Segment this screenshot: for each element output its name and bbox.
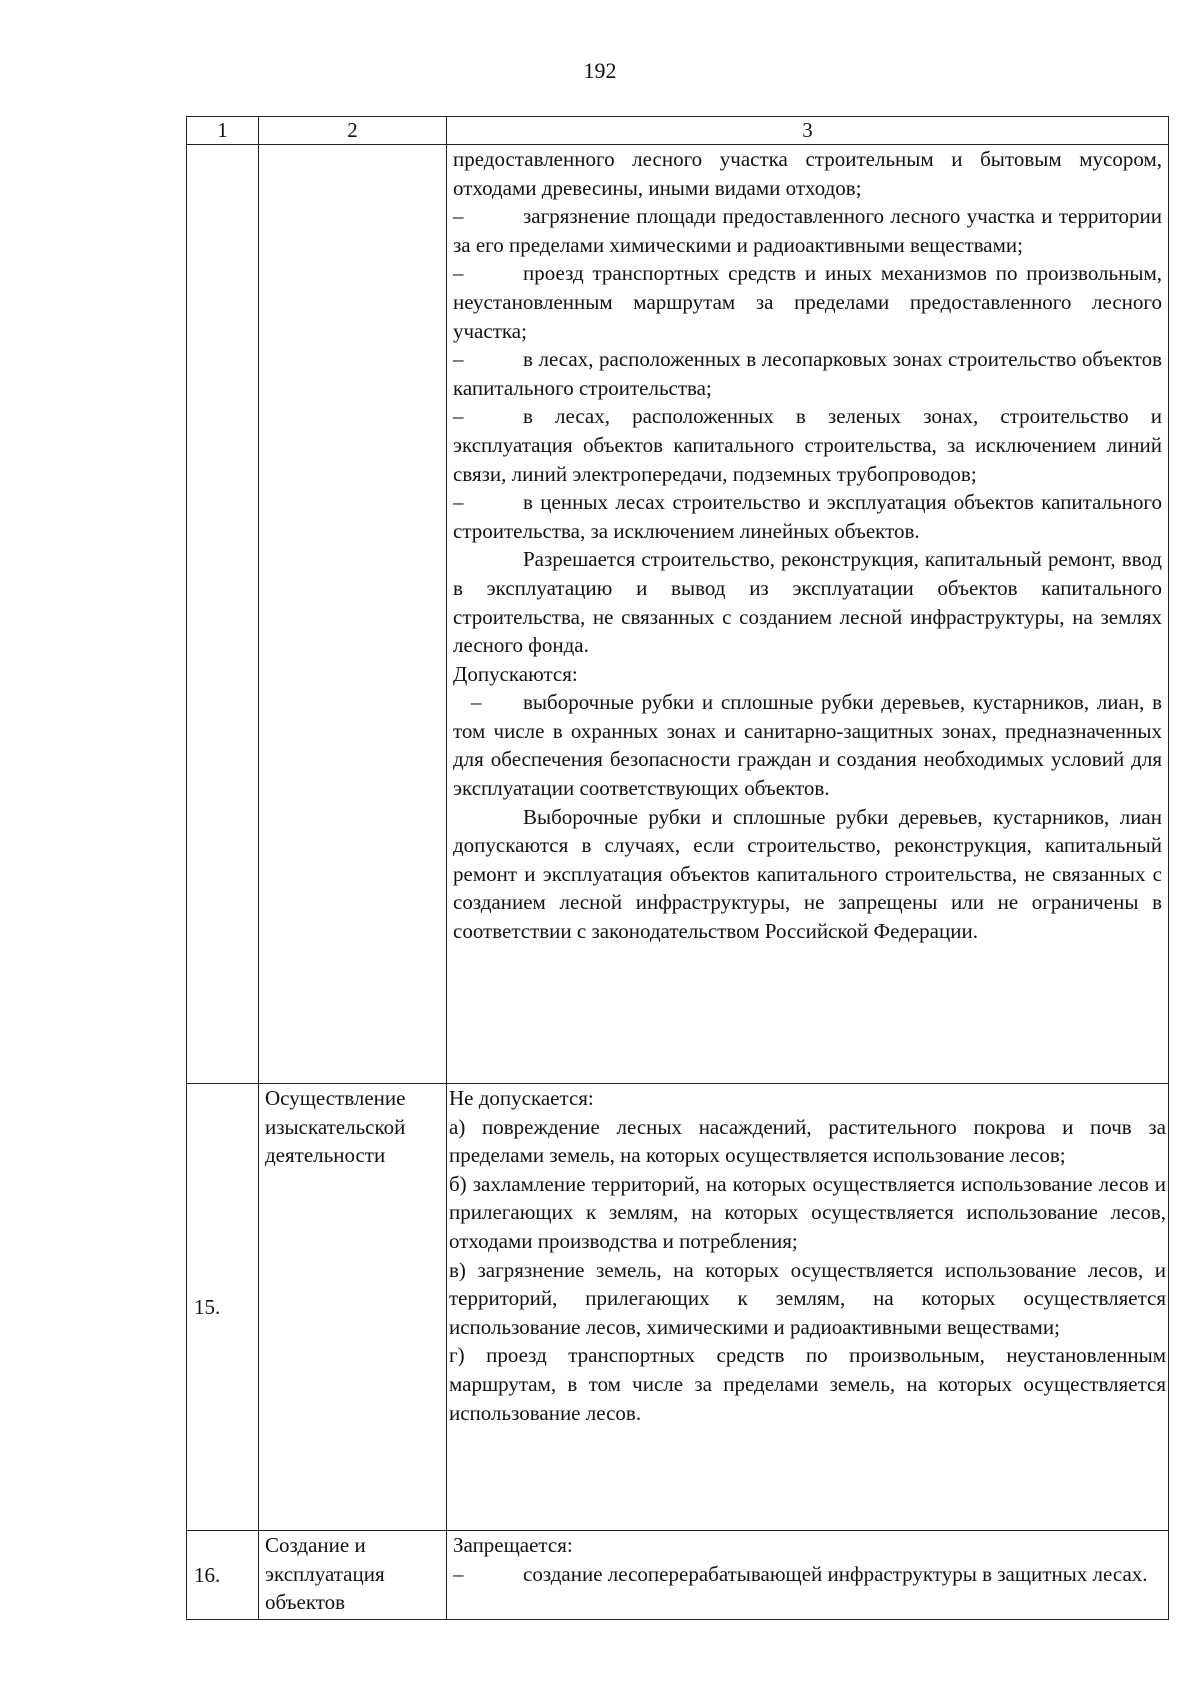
row-number-cell: 15. (187, 1084, 259, 1531)
table-header-row (187, 117, 1169, 145)
paragraph (453, 1560, 1162, 1589)
paragraph-text: Запрещается: (453, 1533, 573, 1557)
paragraph-text: предоставленного лесного участка строительным и бытовым мусором, отходами древесины, иными видами отходов; (453, 147, 1162, 200)
paragraph (453, 1531, 1162, 1560)
header-cell-1: 1 (187, 117, 259, 145)
paragraph-text: в лесах, расположенных в зеленых зонах, строительство и эксплуатация объектов капитального строительства, за исключением линий связи, линий электропередачи, подземных трубопроводов; (453, 404, 1162, 486)
header-cell-3: 3 (447, 117, 1169, 145)
dash-marker: – (453, 347, 464, 372)
table-row-16 (187, 1531, 1169, 1620)
dash-marker: – (453, 1561, 464, 1586)
paragraph (453, 688, 1162, 802)
requirements-table (186, 116, 1169, 1620)
activity-name-cell: Создание и эксплуатация объектов (259, 1531, 447, 1620)
paragraph-text: Не допускается: (449, 1086, 594, 1110)
header-cell-2: 2 (259, 117, 447, 145)
paragraph (453, 803, 1162, 946)
paragraph (453, 488, 1162, 545)
paragraph (453, 145, 1162, 202)
paragraph-text: в) загрязнение земель, на которых осуществляется использование лесов, и территорий, прилегающих к землям, на которых осуществляется использование лесов, химическими и радиоактивными веществами; (449, 1257, 1166, 1339)
table-row-15 (187, 1084, 1169, 1531)
paragraph (449, 1256, 1166, 1342)
paragraph-text: создание лесоперерабатывающей инфраструктуры в защитных лесах. (523, 1561, 1148, 1586)
paragraph-text: выборочные рубки и сплошные рубки деревьев, кустарников, лиан, в том числе в охранных зонах и санитарно-защитных зонах, предназначенных для обеспечения безопасности граждан и создания необходимых условий для эксплуатации соответствующих объектов. (453, 690, 1162, 801)
paragraph (453, 345, 1162, 402)
dash-marker: – (453, 204, 464, 229)
paragraph-text: загрязнение площади предоставленного лесного участка и территории за его пределами химическими и радиоактивными веществами; (453, 204, 1162, 257)
paragraph (449, 1113, 1166, 1170)
paragraph-text: Разрешается строительство, реконструкция, капитальный ремонт, ввод в эксплуатацию и вывод из эксплуатации объектов капитального строительства, не связанных с созданием лесной инфраструктуры, на землях лесного фонда. (453, 547, 1162, 658)
paragraph-text: г) проезд транспортных средств по произвольным, неустановленным маршрутам, в том числе за пределами земель, на которых осуществляется использование лесов. (449, 1343, 1166, 1425)
paragraph (453, 259, 1162, 345)
paragraph (453, 545, 1162, 659)
requirements-cell (447, 1084, 1169, 1531)
paragraph (453, 660, 1162, 689)
paragraph-text: в ценных лесах строительство и эксплуатация объектов капитального строительства, за исключением линейных объектов. (453, 490, 1162, 543)
paragraph (453, 202, 1162, 259)
paragraph-text: Выборочные рубки и сплошные рубки деревьев, кустарников, лиан допускаются в случаях, если строительство, реконструкция, капитальный ремонт и эксплуатация объектов капитального строительства, не связанных с созданием лесной инфраструктуры, не запрещены или не ограничены в соответствии с законодательством Российской Федерации. (453, 804, 1162, 944)
paragraph (449, 1170, 1166, 1256)
paragraph (453, 402, 1162, 488)
paragraph-text: Допускаются: (453, 661, 578, 686)
paragraph-text: в лесах, расположенных в лесопарковых зонах строительство объектов капитального строительства; (453, 347, 1162, 400)
paragraph (449, 1341, 1166, 1427)
paragraph-text: б) захламление территорий, на которых осуществляется использование лесов и прилегающих к землям, на которых осуществляется использование лесов, отходами производства и потребления; (449, 1171, 1166, 1253)
dash-marker: – (453, 490, 464, 515)
paragraph (449, 1084, 1166, 1113)
page-number: 192 (583, 58, 617, 83)
activity-name-cell: Осуществление изыскательской деятельности (259, 1084, 447, 1531)
table-row-continuation (187, 145, 1169, 1084)
requirements-cell (447, 145, 1169, 1084)
dash-marker: – (453, 261, 464, 286)
dash-marker: – (471, 690, 482, 715)
activity-name-cell (259, 145, 447, 1084)
paragraph-text: проезд транспортных средств и иных механизмов по произвольным, неустановленным маршрутам за пределами предоставленного лесного участка; (453, 261, 1162, 343)
dash-marker: – (453, 404, 464, 429)
paragraph-text: а) повреждение лесных насаждений, растительного покрова и почв за пределами земель, на которых осуществляется использование лесов; (449, 1114, 1166, 1168)
row-number-cell: 16. (187, 1531, 259, 1620)
row-number-cell (187, 145, 259, 1084)
requirements-cell (447, 1531, 1169, 1620)
